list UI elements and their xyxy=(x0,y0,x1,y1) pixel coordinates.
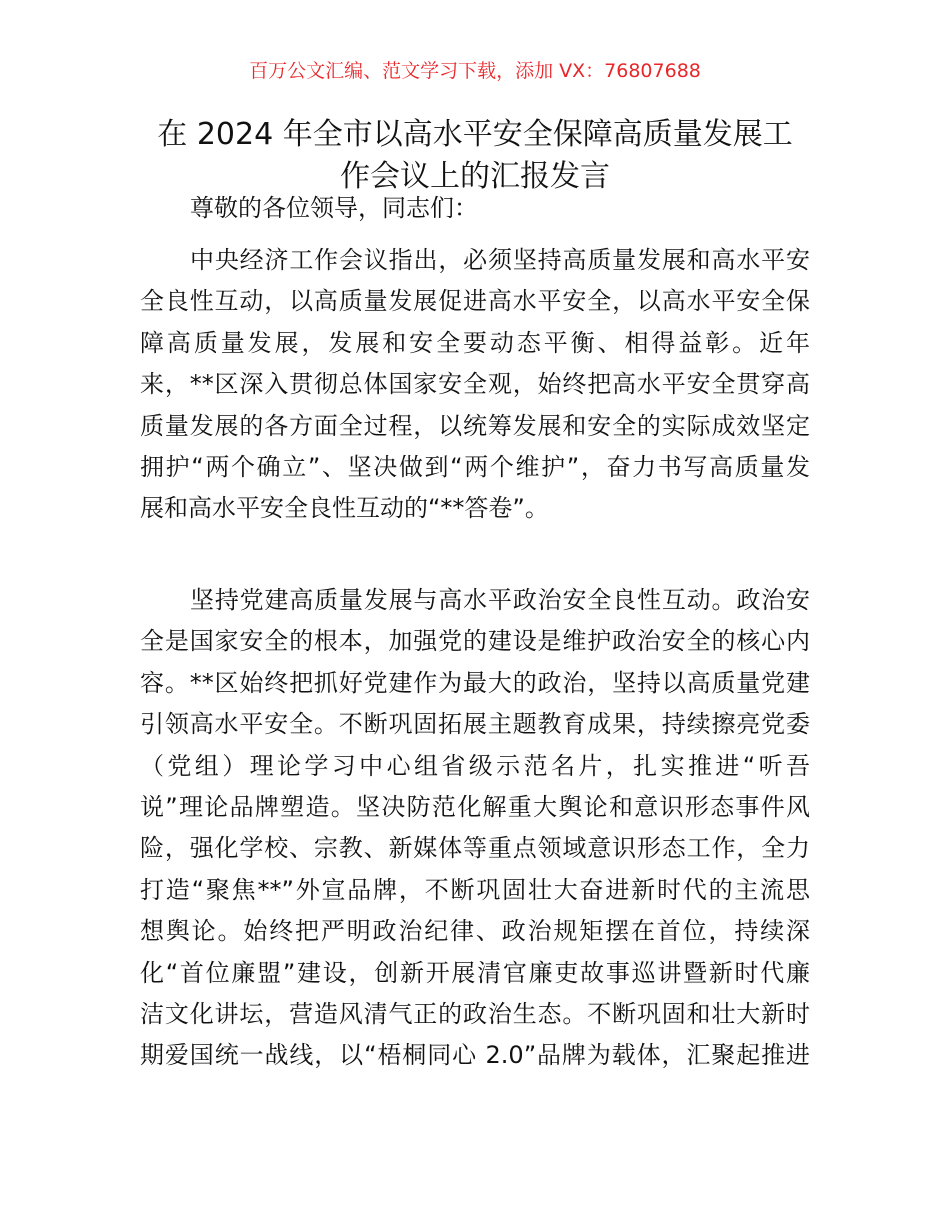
text-line: 来，**区深入贯彻总体国家安全观，始终把高水平安全贯穿高 xyxy=(140,370,810,399)
text-line: 化“首位廉盟”建设，创新开展清官廉吏故事巡讲暨新时代廉 xyxy=(140,958,810,987)
text-line: 坚持党建高质量发展与高水平政治安全良性互动。政治安 xyxy=(190,586,810,614)
text-line: 险，强化学校、宗教、新媒体等重点领域意识形态工作，全力 xyxy=(140,834,810,863)
text-line: （党组）理论学习中心组省级示范名片，扎实推进“听吾 xyxy=(140,751,810,780)
text-line: 想舆论。始终把严明政治纪律、政治规矩摆在首位，持续深 xyxy=(140,917,810,946)
text-line: 打造“聚焦**”外宣品牌，不断巩固壮大奋进新时代的主流思 xyxy=(140,875,810,904)
text-line: 说”理论品牌塑造。坚决防范化解重大舆论和意识形态事件风 xyxy=(140,792,810,821)
document-title xyxy=(130,114,820,198)
text-line: 全是国家安全的根本，加强党的建设是维护政治安全的核心内 xyxy=(140,627,810,656)
paragraph-2 xyxy=(140,580,810,1077)
text-line: 容。**区始终把抓好党建作为最大的政治，坚持以高质量党建 xyxy=(140,668,810,697)
text-line: 期爱国统一战线，以“梧桐同心 2.0”品牌为载体，汇聚起推进 xyxy=(140,1041,810,1070)
text-line: 中央经济工作会议指出，必须坚持高质量发展和高水平安 xyxy=(190,246,810,274)
greeting: 尊敬的各位领导，同志们： xyxy=(190,194,478,222)
title-line: 在 2024 年全市以高水平安全保障高质量发展工 xyxy=(157,117,793,152)
text-line: 引领高水平安全。不断巩固拓展主题教育成果，持续擦亮党委 xyxy=(140,710,810,739)
paragraph-1 xyxy=(140,240,810,530)
text-line: 拥护“两个确立”、坚决做到“两个维护”，奋力书写高质量发 xyxy=(140,452,810,481)
text-line: 全良性互动，以高质量发展促进高水平安全，以高水平安全保 xyxy=(140,287,810,316)
text-line: 质量发展的各方面全过程，以统筹发展和安全的实际成效坚定 xyxy=(140,411,810,440)
text-line: 展和高水平安全良性互动的“**答卷”。 xyxy=(140,494,549,523)
title-line: 作会议上的汇报发言 xyxy=(340,159,610,194)
text-line: 障高质量发展，发展和安全要动态平衡、相得益彰。近年 xyxy=(140,328,810,357)
text-line: 洁文化讲坛，营造风清气正的政治生态。不断巩固和壮大新时 xyxy=(140,999,810,1028)
watermark-banner: 百万公文汇编、范文学习下载，添加 VX：76807688 xyxy=(249,60,701,82)
